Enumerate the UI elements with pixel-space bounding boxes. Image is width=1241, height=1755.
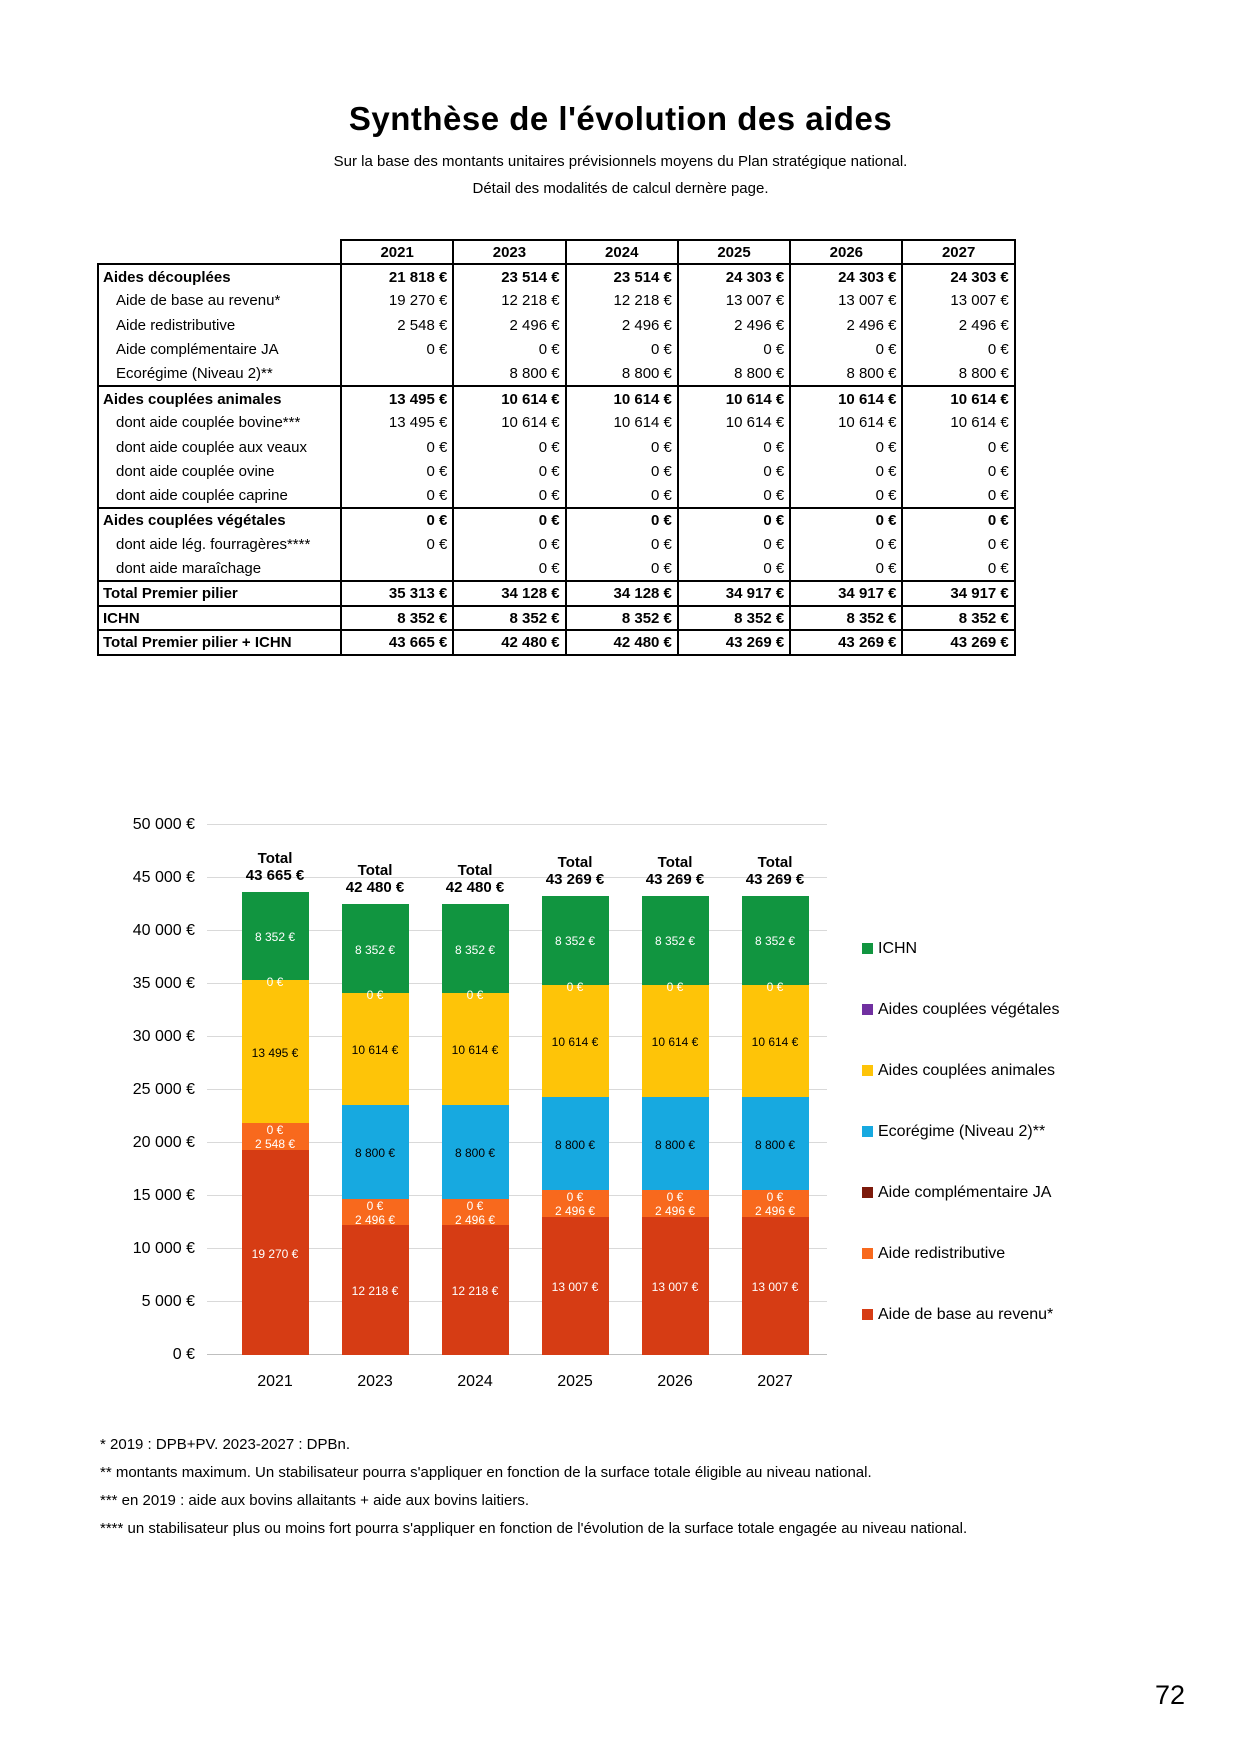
chart-plot bbox=[132, 815, 827, 1390]
table-cell: 0 € bbox=[341, 460, 453, 484]
table-row bbox=[98, 313, 1015, 337]
table-cell: 12 218 € bbox=[453, 289, 565, 313]
table-cell: 42 480 € bbox=[566, 630, 678, 654]
footnote: *** en 2019 : aide aux bovins allaitants + aide aux bovins laitiers. bbox=[100, 1491, 530, 1509]
x-axis-label: 2025 bbox=[557, 1372, 593, 1390]
table-cell: 34 917 € bbox=[678, 581, 790, 605]
table-cell: 0 € bbox=[902, 533, 1014, 557]
segment-label: 0 € bbox=[766, 979, 784, 994]
segment-label: 19 270 € bbox=[251, 1246, 299, 1261]
segment-label: 0 € bbox=[266, 975, 284, 990]
legend-swatch-icon bbox=[862, 943, 873, 954]
legend-swatch-icon bbox=[862, 1187, 873, 1198]
year-header-row bbox=[98, 240, 1015, 264]
table-cell: 8 800 € bbox=[453, 362, 565, 386]
table-cell: 21 818 € bbox=[341, 264, 453, 288]
bar-total-label bbox=[220, 850, 330, 884]
year-header: 2027 bbox=[902, 240, 1014, 264]
table-cell: 8 800 € bbox=[902, 362, 1014, 386]
legend-swatch-icon bbox=[862, 1126, 873, 1137]
legend-swatch-icon bbox=[862, 1004, 873, 1015]
table-cell: 10 614 € bbox=[902, 411, 1014, 435]
table-cell: 24 303 € bbox=[678, 264, 790, 288]
y-axis-tick-label: 35 000 € bbox=[132, 974, 195, 992]
table-cell: 0 € bbox=[790, 484, 902, 508]
segment-label: 0 € bbox=[366, 1198, 384, 1213]
table-cell: 0 € bbox=[902, 508, 1014, 532]
table-row bbox=[98, 289, 1015, 313]
table-cell: 10 614 € bbox=[453, 386, 565, 410]
segment-label: 0 € bbox=[666, 979, 684, 994]
row-label: dont aide lég. fourragères**** bbox=[98, 533, 341, 557]
legend-label: Ecorégime (Niveau 2)** bbox=[878, 1122, 1046, 1140]
chart bbox=[100, 805, 1210, 1405]
table-cell: 8 352 € bbox=[790, 606, 902, 630]
table-row bbox=[98, 630, 1015, 654]
table-row bbox=[98, 581, 1015, 605]
table-cell: 0 € bbox=[790, 508, 902, 532]
row-label: Total Premier pilier bbox=[98, 581, 341, 605]
table-cell: 13 495 € bbox=[341, 386, 453, 410]
row-label: Total Premier pilier + ICHN bbox=[98, 630, 341, 654]
y-axis-tick-label: 45 000 € bbox=[132, 868, 195, 886]
table-cell: 8 800 € bbox=[678, 362, 790, 386]
x-axis-label: 2021 bbox=[257, 1372, 293, 1390]
segment-label: 0 € bbox=[766, 1190, 784, 1205]
segment-label: 13 007 € bbox=[551, 1279, 599, 1294]
row-label: dont aide couplée ovine bbox=[98, 460, 341, 484]
year-header: 2026 bbox=[790, 240, 902, 264]
table-cell: 10 614 € bbox=[678, 386, 790, 410]
table-cell: 13 495 € bbox=[341, 411, 453, 435]
table-cell: 13 007 € bbox=[790, 289, 902, 313]
table-row bbox=[98, 338, 1015, 362]
table-cell: 23 514 € bbox=[453, 264, 565, 288]
table-cell: 8 352 € bbox=[902, 606, 1014, 630]
bar-total-caption: Total bbox=[657, 854, 693, 871]
row-label: Aides couplées animales bbox=[98, 386, 341, 410]
table-cell: 34 128 € bbox=[453, 581, 565, 605]
table-cell: 34 917 € bbox=[790, 581, 902, 605]
table-cell: 0 € bbox=[453, 508, 565, 532]
table-cell: 0 € bbox=[453, 484, 565, 508]
table-cell: 10 614 € bbox=[790, 386, 902, 410]
table-cell: 0 € bbox=[566, 508, 678, 532]
segment-label: 8 352 € bbox=[554, 934, 596, 949]
bar-total-value: 43 269 € bbox=[745, 871, 805, 888]
table-cell: 8 352 € bbox=[566, 606, 678, 630]
table-cell: 8 800 € bbox=[566, 362, 678, 386]
table-cell: 0 € bbox=[678, 533, 790, 557]
legend-entry bbox=[862, 1122, 1059, 1142]
table-cell: 0 € bbox=[790, 338, 902, 362]
bar-total-caption: Total bbox=[557, 854, 593, 871]
table-cell: 0 € bbox=[341, 484, 453, 508]
table-cell: 0 € bbox=[453, 533, 565, 557]
row-label: dont aide couplée bovine*** bbox=[98, 411, 341, 435]
bar-total-caption: Total bbox=[257, 849, 293, 867]
table-cell: 35 313 € bbox=[341, 581, 453, 605]
table-cell: 19 270 € bbox=[341, 289, 453, 313]
aid-table bbox=[97, 239, 1016, 656]
y-axis-tick-label: 0 € bbox=[172, 1345, 195, 1363]
bar-total-label bbox=[720, 854, 830, 888]
year-header: 2024 bbox=[566, 240, 678, 264]
row-label: Aides couplées végétales bbox=[98, 508, 341, 532]
table-cell: 0 € bbox=[453, 557, 565, 581]
table-row bbox=[98, 557, 1015, 581]
segment-label: 8 352 € bbox=[354, 942, 396, 957]
table-row bbox=[98, 508, 1015, 532]
x-axis-label: 2026 bbox=[657, 1372, 693, 1390]
legend-entry bbox=[862, 939, 1059, 959]
table-cell: 0 € bbox=[790, 557, 902, 581]
subtitle-line-2: Détail des modalités de calcul dernère page. bbox=[472, 180, 769, 197]
table-cell: 0 € bbox=[566, 533, 678, 557]
table-row bbox=[98, 264, 1015, 288]
subtitle-line-1: Sur la base des montants unitaires prévisionnels moyens du Plan stratégique national. bbox=[333, 153, 908, 170]
table-cell: 0 € bbox=[790, 533, 902, 557]
bar-total-label bbox=[620, 854, 730, 888]
table-row bbox=[98, 606, 1015, 630]
segment-label: 10 614 € bbox=[651, 1034, 699, 1049]
year-header: 2021 bbox=[341, 240, 453, 264]
table-cell: 43 269 € bbox=[678, 630, 790, 654]
table-cell: 34 128 € bbox=[566, 581, 678, 605]
bar-total-caption: Total bbox=[357, 862, 393, 880]
legend-entry bbox=[862, 1061, 1059, 1081]
bar-total-value: 43 665 € bbox=[245, 866, 305, 884]
table-cell: 0 € bbox=[678, 435, 790, 459]
row-label: dont aide couplée aux veaux bbox=[98, 435, 341, 459]
table-cell: 24 303 € bbox=[902, 264, 1014, 288]
table-cell: 0 € bbox=[678, 557, 790, 581]
table-row bbox=[98, 484, 1015, 508]
table-cell: 10 614 € bbox=[790, 411, 902, 435]
legend-swatch-icon bbox=[862, 1065, 873, 1076]
table-cell: 0 € bbox=[678, 338, 790, 362]
table-cell: 0 € bbox=[566, 484, 678, 508]
table-cell: 0 € bbox=[790, 460, 902, 484]
table-cell: 0 € bbox=[453, 460, 565, 484]
table-cell: 2 496 € bbox=[453, 313, 565, 337]
segment-label: 8 800 € bbox=[654, 1137, 696, 1152]
row-label: Aide complémentaire JA bbox=[98, 338, 341, 362]
bar-total-label bbox=[320, 862, 430, 896]
segment-label: 13 007 € bbox=[751, 1279, 799, 1294]
table-cell: 0 € bbox=[566, 435, 678, 459]
row-label: Aides découplées bbox=[98, 264, 341, 288]
bar-total-label bbox=[420, 862, 530, 896]
segment-label: 12 218 € bbox=[351, 1283, 399, 1298]
legend-entry bbox=[862, 1183, 1059, 1203]
y-axis-tick-label: 5 000 € bbox=[141, 1292, 195, 1310]
segment-label: 8 352 € bbox=[454, 942, 496, 957]
table-cell: 34 917 € bbox=[902, 581, 1014, 605]
segment-label: 2 496 € bbox=[454, 1212, 496, 1227]
legend-entry bbox=[862, 1244, 1059, 1264]
table-cell: 13 007 € bbox=[678, 289, 790, 313]
segment-label: 10 614 € bbox=[551, 1034, 599, 1049]
segment-label: 0 € bbox=[466, 987, 484, 1002]
table-cell: 2 496 € bbox=[678, 313, 790, 337]
legend-label: Aide redistributive bbox=[878, 1244, 1006, 1262]
table-cell: 0 € bbox=[902, 460, 1014, 484]
segment-label: 2 496 € bbox=[554, 1204, 596, 1219]
segment-label: 0 € bbox=[666, 1190, 684, 1205]
table-cell: 2 496 € bbox=[566, 313, 678, 337]
header-spacer bbox=[98, 240, 341, 264]
table-cell bbox=[341, 362, 453, 386]
table-cell: 43 269 € bbox=[902, 630, 1014, 654]
segment-label: 0 € bbox=[266, 1123, 284, 1138]
table-row bbox=[98, 533, 1015, 557]
segment-label: 12 218 € bbox=[451, 1283, 499, 1298]
segment-label: 2 496 € bbox=[654, 1204, 696, 1219]
row-label: Aide de base au revenu* bbox=[98, 289, 341, 313]
table-cell: 2 496 € bbox=[902, 313, 1014, 337]
segment-label: 13 495 € bbox=[251, 1045, 299, 1060]
legend-swatch-icon bbox=[862, 1309, 873, 1320]
table-cell: 0 € bbox=[678, 460, 790, 484]
table-cell: 10 614 € bbox=[566, 386, 678, 410]
table-cell: 0 € bbox=[453, 338, 565, 362]
y-axis-tick-label: 25 000 € bbox=[132, 1080, 195, 1098]
segment-label: 8 352 € bbox=[754, 934, 796, 949]
bar-total-value: 42 480 € bbox=[345, 879, 405, 897]
table-cell: 10 614 € bbox=[453, 411, 565, 435]
x-axis-label: 2024 bbox=[457, 1372, 493, 1390]
legend-swatch-icon bbox=[862, 1248, 873, 1259]
table-cell: 10 614 € bbox=[902, 386, 1014, 410]
table-cell: 0 € bbox=[453, 435, 565, 459]
table-cell: 0 € bbox=[902, 338, 1014, 362]
table-row bbox=[98, 386, 1015, 410]
segment-label: 10 614 € bbox=[751, 1034, 799, 1049]
table-cell: 42 480 € bbox=[453, 630, 565, 654]
table-cell: 0 € bbox=[678, 508, 790, 532]
table-cell: 10 614 € bbox=[678, 411, 790, 435]
segment-label: 2 496 € bbox=[754, 1204, 796, 1219]
legend-label: Aide de base au revenu* bbox=[878, 1305, 1054, 1323]
y-axis-tick-label: 10 000 € bbox=[132, 1239, 195, 1257]
segment-label: 8 800 € bbox=[354, 1146, 396, 1161]
legend-label: Aides couplées végétales bbox=[878, 1000, 1060, 1018]
table-cell: 8 352 € bbox=[341, 606, 453, 630]
table-cell: 43 269 € bbox=[790, 630, 902, 654]
segment-label: 2 496 € bbox=[354, 1212, 396, 1227]
y-axis-tick-label: 50 000 € bbox=[132, 815, 195, 833]
table-cell: 0 € bbox=[566, 557, 678, 581]
bar-total-caption: Total bbox=[457, 862, 493, 880]
table-cell: 0 € bbox=[566, 460, 678, 484]
row-label: Aide redistributive bbox=[98, 313, 341, 337]
bar-total-caption: Total bbox=[757, 854, 793, 871]
legend-entry bbox=[862, 1000, 1059, 1020]
table-cell: 13 007 € bbox=[902, 289, 1014, 313]
table-row bbox=[98, 435, 1015, 459]
segment-label: 13 007 € bbox=[651, 1279, 699, 1294]
segment-label: 2 548 € bbox=[254, 1137, 296, 1152]
bar-total-value: 43 269 € bbox=[545, 871, 605, 888]
segment-label: 0 € bbox=[366, 987, 384, 1002]
segment-label: 0 € bbox=[566, 979, 584, 994]
bar-total-value: 42 480 € bbox=[445, 879, 505, 897]
legend-label: Aides couplées animales bbox=[878, 1061, 1055, 1079]
y-axis-tick-label: 30 000 € bbox=[132, 1027, 195, 1045]
table-row bbox=[98, 362, 1015, 386]
table-cell: 0 € bbox=[902, 557, 1014, 581]
aid-table-body bbox=[98, 264, 1015, 654]
table-cell: 0 € bbox=[341, 435, 453, 459]
footnote: **** un stabilisateur plus ou moins fort pourra s'appliquer en fonction de l'évolution de la surface totale engagée au niveau national. bbox=[100, 1519, 968, 1537]
segment-label: 8 800 € bbox=[754, 1137, 796, 1152]
table-cell: 24 303 € bbox=[790, 264, 902, 288]
table-cell: 43 665 € bbox=[341, 630, 453, 654]
gridline bbox=[207, 824, 827, 825]
year-header: 2023 bbox=[453, 240, 565, 264]
year-header: 2025 bbox=[678, 240, 790, 264]
table-cell: 2 496 € bbox=[790, 313, 902, 337]
table-cell: 23 514 € bbox=[566, 264, 678, 288]
table-cell: 0 € bbox=[902, 435, 1014, 459]
row-label: dont aide couplée caprine bbox=[98, 484, 341, 508]
segment-label: 8 800 € bbox=[554, 1137, 596, 1152]
table-cell: 0 € bbox=[678, 484, 790, 508]
table-cell: 12 218 € bbox=[566, 289, 678, 313]
table-cell: 8 800 € bbox=[790, 362, 902, 386]
row-label: Ecorégime (Niveau 2)** bbox=[98, 362, 341, 386]
table-cell: 2 548 € bbox=[341, 313, 453, 337]
bar-total-label bbox=[520, 854, 630, 888]
footnote: * 2019 : DPB+PV. 2023-2027 : DPBn. bbox=[100, 1435, 351, 1453]
segment-label: 0 € bbox=[566, 1190, 584, 1205]
x-axis-label: 2027 bbox=[757, 1372, 793, 1390]
table-cell: 8 352 € bbox=[678, 606, 790, 630]
table-cell: 8 352 € bbox=[453, 606, 565, 630]
table-cell: 0 € bbox=[341, 338, 453, 362]
row-label: ICHN bbox=[98, 606, 341, 630]
x-axis-label: 2023 bbox=[357, 1372, 393, 1390]
footnotes bbox=[100, 1431, 1241, 1543]
y-axis-tick-label: 15 000 € bbox=[132, 1186, 195, 1204]
table-cell: 10 614 € bbox=[566, 411, 678, 435]
footnote: ** montants maximum. Un stabilisateur pourra s'appliquer en fonction de la surface totale éligible au niveau national. bbox=[100, 1463, 872, 1481]
table-cell: 0 € bbox=[902, 484, 1014, 508]
row-label: dont aide maraîchage bbox=[98, 557, 341, 581]
segment-label: 8 800 € bbox=[454, 1146, 496, 1161]
page-title: Synthèse de l'évolution des aides bbox=[348, 100, 893, 137]
segment-label: 10 614 € bbox=[451, 1043, 499, 1058]
bar-total-value: 43 269 € bbox=[645, 871, 705, 888]
y-axis-tick-label: 40 000 € bbox=[132, 921, 195, 939]
table-cell: 0 € bbox=[341, 533, 453, 557]
table-cell bbox=[341, 557, 453, 581]
legend-label: ICHN bbox=[878, 939, 918, 957]
chart-legend bbox=[862, 939, 1059, 1366]
segment-label: 10 614 € bbox=[351, 1043, 399, 1058]
segment-label: 8 352 € bbox=[254, 930, 296, 945]
table-cell: 0 € bbox=[341, 508, 453, 532]
y-axis-tick-label: 20 000 € bbox=[132, 1133, 195, 1151]
table-row bbox=[98, 411, 1015, 435]
table-row bbox=[98, 460, 1015, 484]
legend-label: Aide complémentaire JA bbox=[878, 1183, 1052, 1201]
legend-entry bbox=[862, 1305, 1059, 1325]
segment-label: 0 € bbox=[466, 1198, 484, 1213]
page-number: 72 bbox=[1154, 1680, 1185, 1710]
segment-label: 8 352 € bbox=[654, 934, 696, 949]
table-cell: 0 € bbox=[790, 435, 902, 459]
table-cell: 0 € bbox=[566, 338, 678, 362]
